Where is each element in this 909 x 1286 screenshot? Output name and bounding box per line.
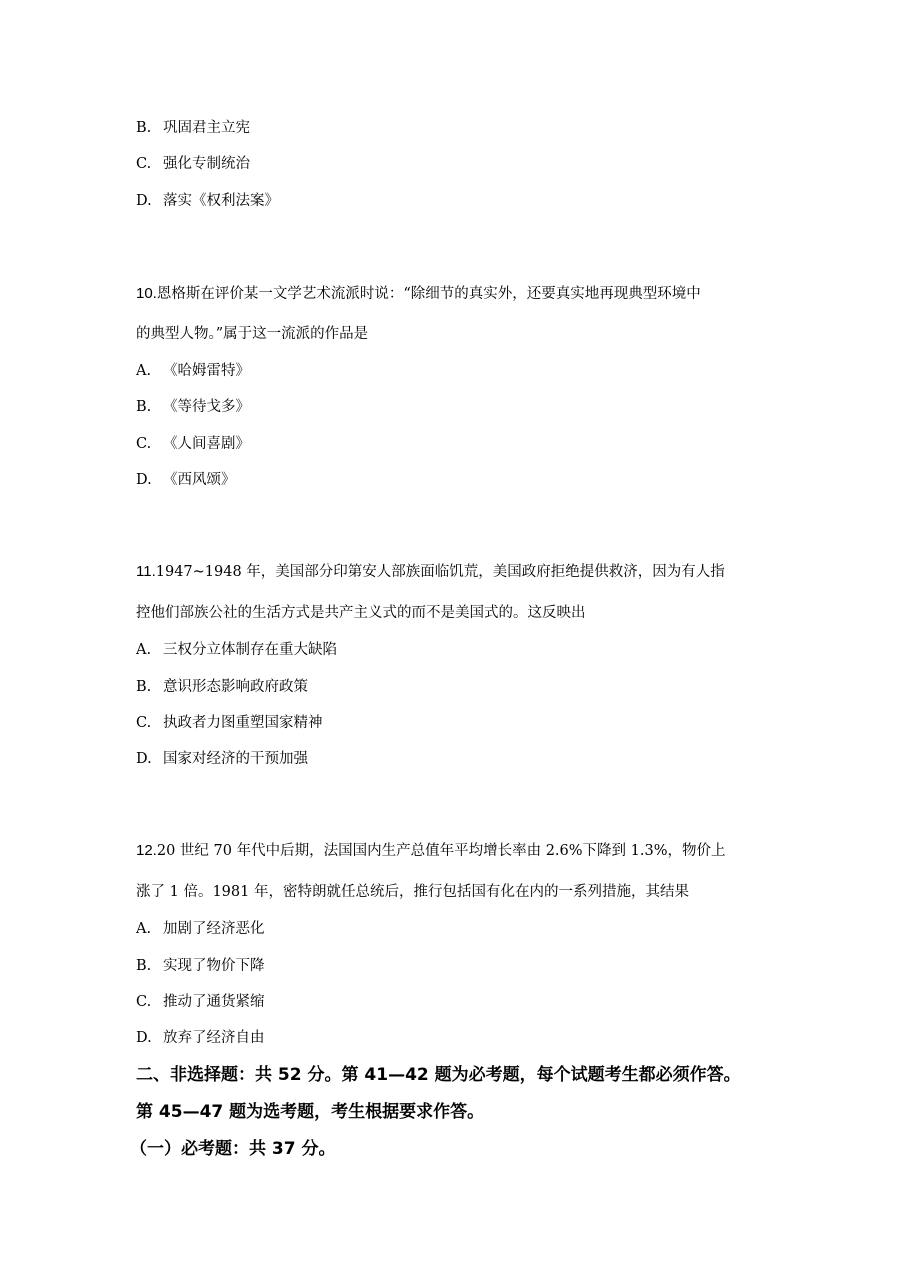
option-text: 三权分立体制存在重大缺陷: [163, 642, 337, 658]
q10-option-d: [136, 470, 236, 490]
option-letter: A.: [136, 642, 152, 658]
option-letter: B.: [136, 399, 152, 415]
q10-option-b: [136, 397, 250, 417]
section-heading-line2: 第 45—47 题为选考题，考生根据要求作答。: [136, 1102, 485, 1122]
q9-option-d: [136, 191, 279, 211]
q11-stem-line1: [136, 562, 725, 582]
option-text: 加剧了经济恶化: [163, 921, 265, 937]
q12-option-b: [136, 956, 265, 976]
section-heading-line1: 二、非选择题：共 52 分。第 41—42 题为必考题，每个试题考生都必须作答。: [136, 1065, 741, 1085]
q10-option-a: [136, 361, 250, 381]
question-number: 10.: [136, 285, 157, 302]
q12-option-c: [136, 992, 265, 1012]
q11-option-b: [136, 677, 308, 697]
stem-text: 1947~1948 年，美国部分印第安人部族面临饥荒，美国政府拒绝提供救济，因为有人指: [155, 564, 725, 580]
option-letter: A.: [136, 363, 152, 379]
q11-option-c: [136, 713, 323, 733]
question-number: 11.: [136, 563, 156, 580]
q10-option-c: [136, 434, 250, 454]
option-text: 巩固君主立宪: [163, 120, 250, 136]
option-letter: A.: [136, 921, 152, 937]
option-text: 《人间喜剧》: [163, 436, 250, 452]
q12-stem-line1: [136, 841, 725, 861]
q11-option-a: [136, 640, 337, 660]
option-text: 推动了通货紧缩: [163, 994, 265, 1010]
q12-option-a: [136, 919, 265, 939]
option-text: 放弃了经济自由: [163, 1030, 265, 1046]
option-text: 国家对经济的干预加强: [163, 751, 308, 767]
q12-stem-line2: 涨了 1 倍。1981 年，密特朗就任总统后，推行包括国有化在内的一系列措施，其结果: [136, 884, 689, 900]
option-letter: D.: [136, 1030, 152, 1046]
option-letter: C.: [136, 156, 152, 172]
option-text: 《哈姆雷特》: [163, 363, 250, 379]
option-text: 执政者力图重塑国家精神: [163, 715, 323, 731]
option-letter: D.: [136, 472, 152, 488]
option-letter: B.: [136, 958, 152, 974]
q10-stem-line1: [136, 284, 701, 304]
option-text: 落实《权利法案》: [163, 193, 279, 209]
stem-text: 恩格斯在评价某一文学艺术流派时说：“除细节的真实外，还要真实地再现典型环境中: [156, 286, 701, 302]
stem-text: 20 世纪 70 年代中后期，法国国内生产总值年平均增长率由 2.6%下降到 1.3%，物价上: [156, 843, 726, 859]
question-number: 12.: [136, 842, 157, 859]
option-text: 意识形态影响政府政策: [163, 679, 308, 695]
option-letter: B.: [136, 120, 152, 136]
q10-stem-line2: 的典型人物。”属于这一流派的作品是: [136, 326, 369, 342]
option-letter: C.: [136, 994, 152, 1010]
option-letter: D.: [136, 193, 152, 209]
option-text: 强化专制统治: [163, 156, 250, 172]
option-letter: C.: [136, 436, 152, 452]
q9-option-b: [136, 118, 250, 138]
option-letter: C.: [136, 715, 152, 731]
option-text: 《等待戈多》: [163, 399, 250, 415]
subsection-heading: （一）必考题：共 37 分。: [130, 1139, 336, 1159]
option-letter: D.: [136, 751, 152, 767]
option-text: 《西风颂》: [163, 472, 236, 488]
option-letter: B.: [136, 679, 152, 695]
q12-option-d: [136, 1028, 265, 1048]
q9-option-c: [136, 154, 250, 174]
option-text: 实现了物价下降: [163, 958, 265, 974]
q11-stem-line2: 控他们部族公社的生活方式是共产主义式的而不是美国式的。这反映出: [136, 605, 586, 621]
q11-option-d: [136, 749, 308, 769]
